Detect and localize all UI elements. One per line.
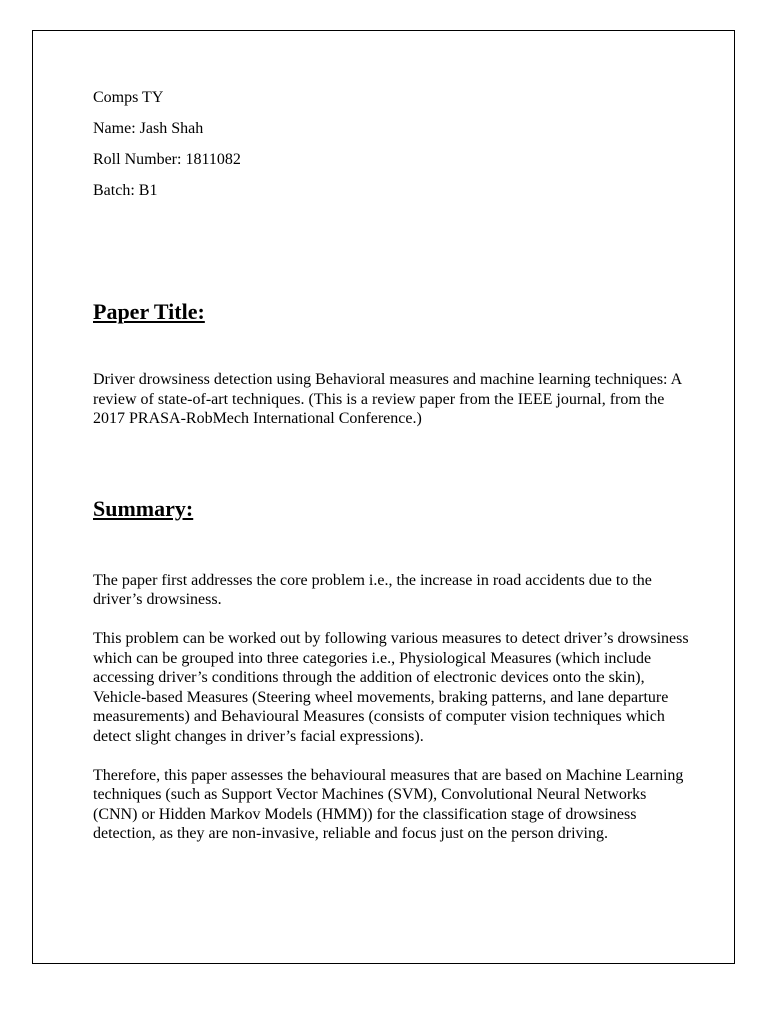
paper-title-heading: Paper Title: [93, 299, 205, 324]
summary-heading: Summary: [93, 495, 194, 521]
course-line: Comps TY [93, 89, 164, 106]
summary-paragraph-1: The paper first addresses the core problem i.e., the increase in road accidents due to the driver’s drowsiness. [93, 571, 652, 609]
student-info [93, 86, 693, 210]
summary-paragraph-2: This problem can be worked out by following various measures to detect driver’s drowsiness which can be grouped into three categories i.e., Physiological Measures (which include accessing driver’s conditions through the addition of electronic devices onto the skin), Vehicle-based Measures (Steering wheel movements, braking patterns, and lane departure measurements) and Behavioural Measures (consists of computer vision techniques which detect slight changes in driver’s facial expressions). [93, 629, 689, 745]
summary-paragraph-3: Therefore, this paper assesses the behavioural measures that are based on Machine Learning techniques (such as Support Vector Machines (SVM), Convolutional Neural Networks (CNN) or Hidden Markov Models (HMM)) for the classification stage of drowsiness detection, as they are non-invasive, reliable and focus just on the person driving. [93, 766, 684, 843]
paper-title-text: Driver drowsiness detection using Behavioral measures and machine learning techniques: A review of state-of-art techniques. (This is a review paper from the IEEE journal, from the 2017 PRASA-RobMech International Conference.) [93, 371, 682, 428]
name-line: Name: Jash Shah [93, 120, 204, 137]
roll-number-line: Roll Number: 1811082 [93, 151, 241, 168]
batch-line: Batch: B1 [93, 182, 158, 199]
document-content [93, 86, 693, 844]
